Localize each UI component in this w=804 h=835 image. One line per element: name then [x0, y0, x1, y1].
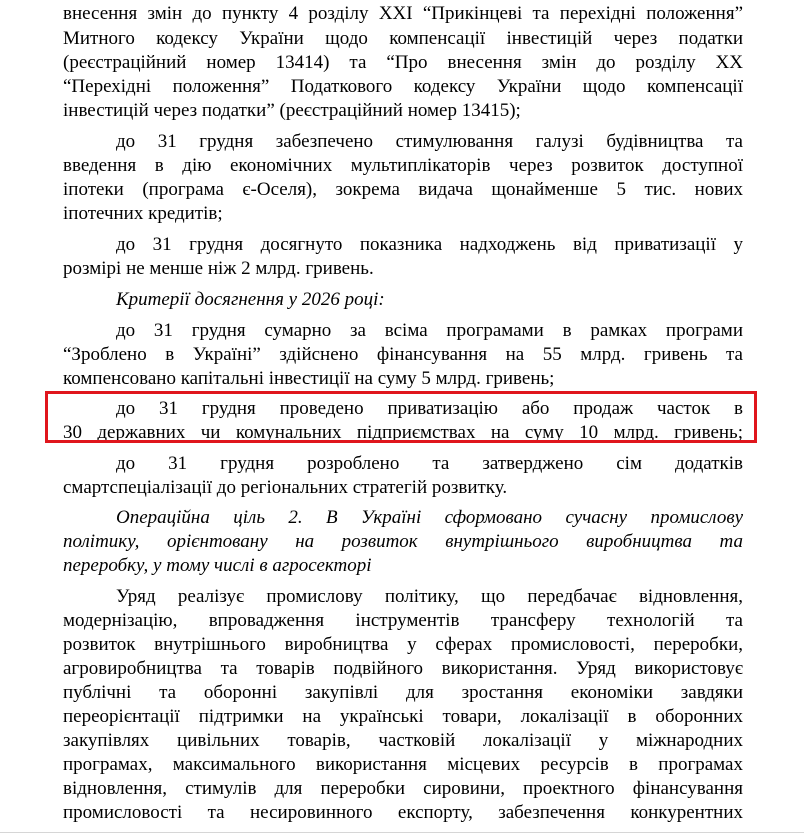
- text-line: введення в дію економічних мультиплікаторів через розвиток доступної: [63, 155, 743, 176]
- text-line: переорієнтації підтримки на українські товари, локалізації в оборонних: [63, 706, 743, 727]
- text-line: Уряд реалізує промислову політику, що передбачає відновлення,: [116, 586, 743, 607]
- text-line: закупівлях цивільних товарів, частковій локалізації у міжнародних: [63, 730, 743, 751]
- text-line: іпотеки (програма є-Оселя), зокрема видача щонайменше 5 тис. нових: [63, 179, 743, 200]
- text-line: модернізацію, впровадження інструментів трансферу технологій та: [63, 610, 743, 631]
- text-line: до 31 грудня досягнуто показника надходжень від приватизації у: [116, 234, 743, 255]
- text-line: до 31 грудня розроблено та затверджено сім додатків: [116, 453, 743, 474]
- text-line: іпотечних кредитів;: [63, 203, 223, 224]
- text-line: програмах, максимального використання місцевих ресурсів в програмах: [63, 754, 743, 775]
- text-line: компенсовано капітальні інвестиції на суму 5 млрд. гривень;: [63, 368, 555, 389]
- text-line: публічні та оборонні закупівлі для зростання економіки завдяки: [63, 682, 743, 703]
- section-heading-line: переробку, у тому числі в агросекторі: [63, 555, 372, 576]
- text-line: Митного кодексу України щодо компенсації інвестицій через податки: [63, 28, 743, 49]
- section-heading: Критерії досягнення у 2026 році:: [116, 289, 385, 310]
- section-heading-line: політику, орієнтовану на розвиток внутрішнього виробництва та: [63, 531, 743, 552]
- section-heading-line: Операційна ціль 2. В Україні сформовано сучасну промислову: [116, 507, 743, 528]
- text-line: до 31 грудня проведено приватизацію або продаж часток в: [116, 398, 743, 419]
- text-line: відновлення, стимулів для переробки сировини, проектного фінансування: [63, 778, 743, 799]
- text-line: інвестицій через податки” (реєстраційний номер 13415);: [63, 100, 521, 121]
- text-line: розмірі не менше ніж 2 млрд. гривень.: [63, 258, 374, 279]
- text-line: внесення змін до пункту 4 розділу XXI “Прикінцеві та перехідні положення”: [63, 3, 743, 24]
- text-line: (реєстраційний номер 13414) та “Про внесення змін до розділу XX: [63, 52, 743, 73]
- text-line: до 31 грудня забезпечено стимулювання галузі будівництва та: [116, 131, 743, 152]
- highlight-box: [45, 391, 757, 443]
- text-line: до 31 грудня сумарно за всіма програмами в рамках програми: [116, 320, 743, 341]
- text-line: смартспеціалізації до регіональних стратегій розвитку.: [63, 477, 508, 498]
- text-line: “Зроблено в Україні” здійснено фінансування на 55 млрд. гривень та: [63, 344, 743, 365]
- text-line: промисловості та несировинного експорту, забезпечення конкурентних: [63, 802, 743, 823]
- text-line: “Перехідні положення” Податкового кодексу України щодо компенсації: [63, 76, 743, 97]
- page-bottom-edge: [0, 832, 804, 833]
- text-line: агровиробництва та товарів подвійного використання. Уряд використовує: [63, 658, 743, 679]
- text-line: розвиток внутрішнього виробництва у сферах промисловості, переробки,: [63, 634, 743, 655]
- text-line: 30 державних чи комунальних підприємствах на суму 10 млрд. гривень;: [63, 422, 743, 443]
